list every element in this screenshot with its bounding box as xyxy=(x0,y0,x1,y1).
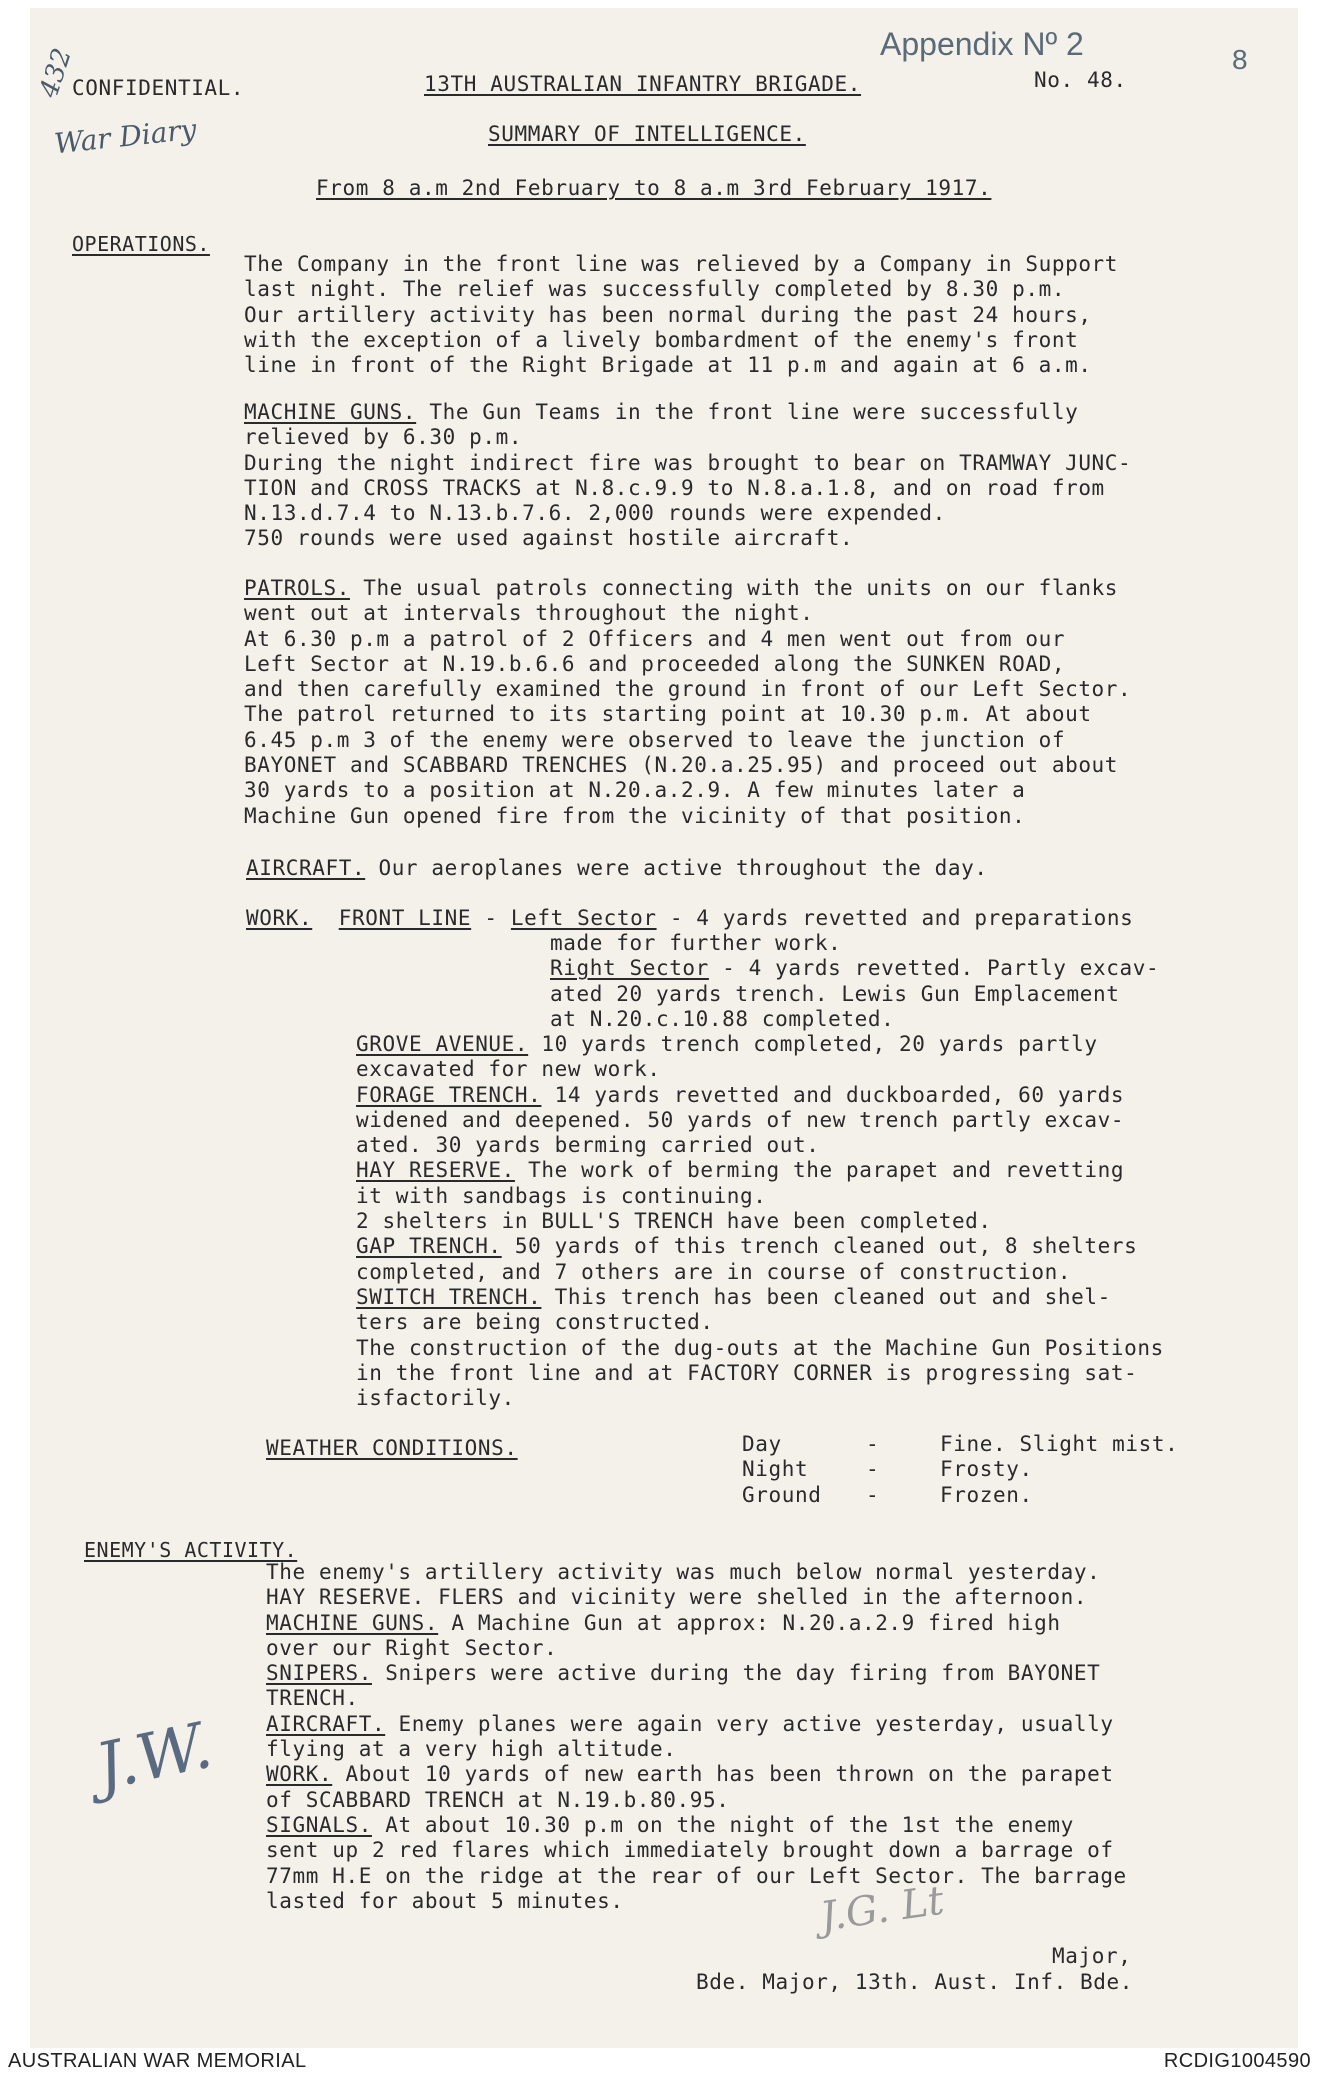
initials-note: J.W. xyxy=(89,1708,219,1806)
enemy-heading: ENEMY'S ACTIVITY. xyxy=(84,1538,298,1562)
right-sector-label: Right Sector xyxy=(550,956,709,981)
enemy-activity-text: The enemy's artillery activity was much below normal yesterday. HAY RESERVE. FLERS and vicinity were shelled in the afternoon. MACHINE GUNS. A Machine Gun at approx: N.20.a.2.9 fired high over our Right Sector. SNIPERS. Snipers were active during the day firing from BAYONET TRENCH. AIRCRAFT. Enemy planes were again very active yesterday, usually flying at a very high altitude. WORK. About 10 yards of new earth has been thrown on the parapet of SCABBARD TRENCH at N.19.b.80.95. SIGNALS. At about 10.30 p.m on the night of the 1st the enemy sent up 2 red flares which immediately brought down a barrage of 77mm H.E on the ridge at the rear of our Left Sector. The barrage lasted for about 5 minutes. xyxy=(266,1560,1127,1913)
gap-trench-label: GAP TRENCH. xyxy=(356,1234,502,1259)
switch-trench-label: SWITCH TRENCH. xyxy=(356,1284,542,1309)
weather-heading: WEATHER CONDITIONS. xyxy=(266,1436,518,1460)
work-trenches: GROVE AVENUE. 10 yards trench completed, 20 yards partly excavated for new work. FORAGE TRENCH. 14 yards revetted and duckboarded, 60 yards widened and deepened. 50 yards of new trench partly excav- ated. 30 yards berming carried out. HAY RESERVE. The work of berming the parapet and revetting it with sandbags is continuing. 2 shelters in BULL'S TRENCH have been completed. GAP TRENCH. 50 yards of this trench cleaned out, 8 shelters completed, and 7 others are in course of construction. SWITCH TRENCH. This trench has been cleaned out and shel- ters are being constructed. The construction of the dug-outs at the Machine Gun Positions in the front line and at FACTORY CORNER is progressing sat- isfactorily. xyxy=(356,1032,1164,1411)
appendix-note: Appendix Nº 2 xyxy=(880,26,1084,62)
summary-number: No. 48. xyxy=(1034,68,1127,92)
machine-guns-heading: MACHINE GUNS. xyxy=(244,400,417,424)
aircraft-section: AIRCRAFT. Our aeroplanes were active throughout the day. xyxy=(246,856,988,880)
confidential-label: CONFIDENTIAL. xyxy=(72,76,245,100)
signature-rank: Major, xyxy=(1052,1944,1132,1968)
enemy-signals-label: SIGNALS. xyxy=(266,1812,372,1837)
machine-guns-section: MACHINE GUNS. The Gun Teams in the front line were successfully relieved by 6.30 p.m. During the night indirect fire was brought to bear on TRAMWAY JUNC- TION and CROSS TRACKS at N.8.c.9.9 to N.8.a.1.8, and on road from N.13.d.7.4 to N.13.b.7.6. 2,000 rounds were expended. 750 rounds were used against hostile aircraft. xyxy=(244,400,1132,551)
aircraft-heading: AIRCRAFT. xyxy=(246,856,366,880)
brigade-name: 13TH AUSTRALIAN INFANTRY BRIGADE. xyxy=(424,72,862,96)
patrols-heading: PATROLS. xyxy=(244,576,350,600)
work-front-line: WORK. FRONT LINE - Left Sector - 4 yards revetted and preparations xyxy=(246,906,1134,930)
period-line: From 8 a.m 2nd February to 8 a.m 3rd February 1917. xyxy=(316,176,992,200)
document-title: SUMMARY OF INTELLIGENCE. xyxy=(488,122,806,146)
patrols-section: PATROLS. The usual patrols connecting with the units on our flanks went out at intervals throughout the night. At 6.30 p.m a patrol of 2 Officers and 4 men went out from our Left Sector at N.19.b.6.6 and proceeded along the SUNKEN ROAD, and then carefully examined the ground in front of our Left Sector. The patrol returned to its starting point at 10.30 p.m. At about 6.45 p.m 3 of the enemy were observed to leave the junction of BAYONET and SCABBARD TRENCHES (N.20.a.25.95) and proceed out about 30 yards to a position at N.20.a.2.9. A few minutes later a Machine Gun opened fire from the vicinity of that position. xyxy=(244,576,1132,828)
enemy-mg-label: MACHINE GUNS. xyxy=(266,1610,439,1635)
signature-scrawl: J.G. Lt xyxy=(817,1877,947,1941)
hay-reserve-label: HAY RESERVE. xyxy=(356,1158,515,1183)
war-diary-note: War Diary xyxy=(52,112,198,161)
enemy-snipers-label: SNIPERS. xyxy=(266,1661,372,1686)
operations-text: The Company in the front line was relieved by a Company in Support last night. The relief was successfully completed by 8.30 p.m. Our artillery activity has been normal during the past 24 hours, with the exception of a lively bombardment of the enemy's front line in front of the Right Brigade at 11 p.m and again at 6 a.m. xyxy=(244,252,1119,378)
work-left-sector-cont: made for further work. Right Sector - 4 yards revetted. Partly excav- ated 20 yards trench. Lewis Gun Emplacement at N.20.c.10.88 completed. xyxy=(550,931,1160,1031)
weather-labels: Day Night Ground xyxy=(742,1432,822,1507)
weather-dashes: - - - xyxy=(866,1432,880,1507)
forage-trench-label: FORAGE TRENCH. xyxy=(356,1082,542,1107)
grove-avenue-label: GROVE AVENUE. xyxy=(356,1032,529,1056)
page-number: 8 xyxy=(1232,44,1248,75)
front-line-label: FRONT LINE xyxy=(338,906,472,930)
weather-values: Fine. Slight mist. Frosty. Frozen. xyxy=(940,1432,1179,1507)
enemy-work-label: WORK. xyxy=(266,1762,333,1787)
signature-title: Bde. Major, 13th. Aust. Inf. Bde. xyxy=(696,1970,1134,1994)
reference-number: 432 xyxy=(34,44,78,102)
footer-source: AUSTRALIAN WAR MEMORIAL xyxy=(8,2050,307,2072)
footer-id: RCDIG1004590 xyxy=(1163,2050,1311,2072)
left-sector-label: Left Sector xyxy=(510,906,657,930)
work-heading: WORK. xyxy=(246,906,313,930)
enemy-aircraft-label: AIRCRAFT. xyxy=(266,1711,386,1736)
operations-heading: OPERATIONS. xyxy=(72,232,210,256)
